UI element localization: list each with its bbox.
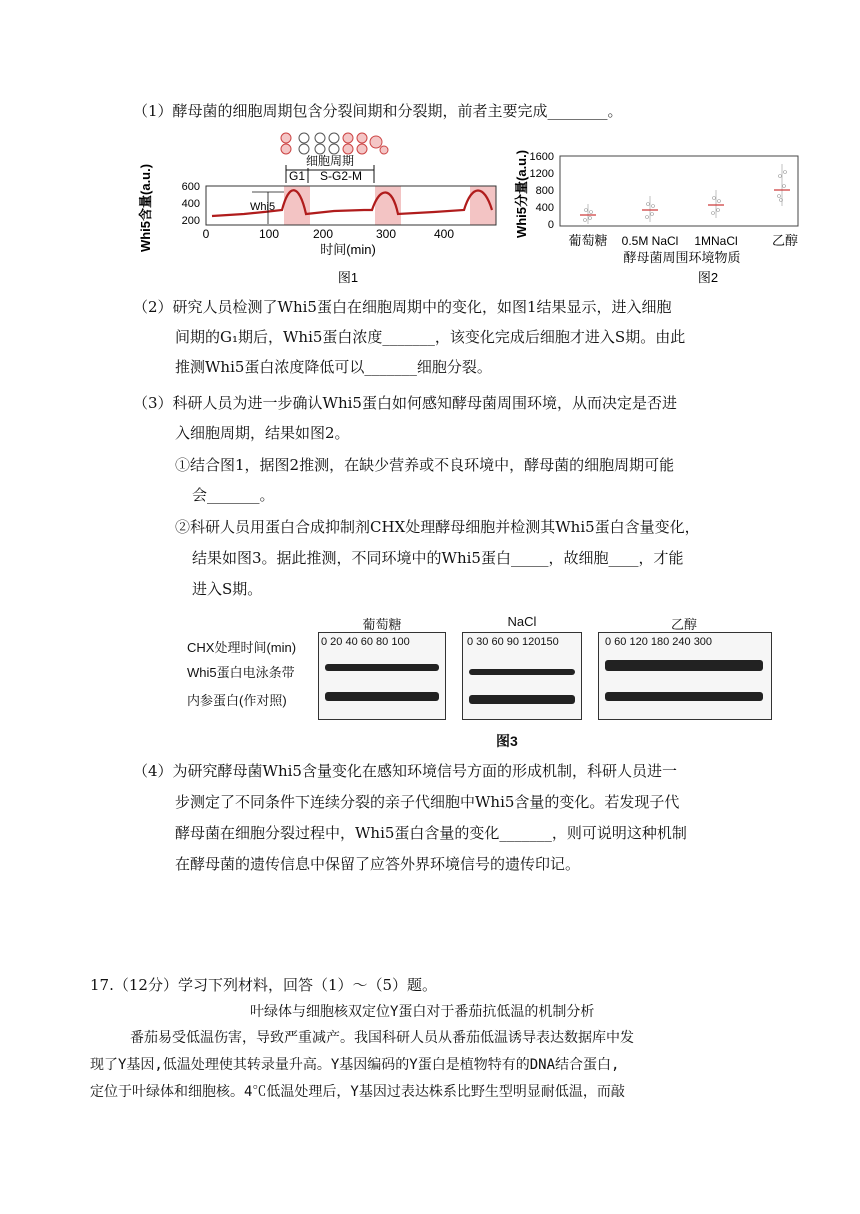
blot-times: 0 60 120 180 240 300 (605, 636, 713, 648)
blot-title-nacl: NaCl (507, 614, 537, 629)
q3-line2: 入细胞周期，结果如图2。 (175, 424, 350, 442)
q17-para-line: 番茄易受低温伤害，导致严重减产。我国科研人员从番茄低温诱导表达数据库中发 (130, 1030, 634, 1046)
q17-para-line: 现了Y基因,低温处理使其转录量升高。Y基因编码的Y蛋白是植物特有的DNA结合蛋白, (90, 1057, 620, 1073)
whi5-tag: Whi5 (250, 201, 276, 213)
blot-panel-glucose (318, 632, 446, 720)
blot-panel-nacl (462, 632, 582, 720)
q17-para-line: 定位于叶绿体和细胞核。4℃低温处理后，Y基因过表达株系比野生型明显耐低温，而敲 (90, 1084, 625, 1100)
g1-label: G1 (288, 169, 306, 183)
q3-line6: 结果如图3。据此推测，不同环境中的Whi5蛋白_____，故细胞____，才能 (192, 549, 684, 567)
figure-2 (510, 146, 810, 288)
fig1-xtick: 200 (312, 227, 334, 241)
q2-line3: 推测Whi5蛋白浓度降低可以_______细胞分裂。 (175, 358, 492, 376)
fig1-ytick: 600 (181, 181, 200, 193)
whi5-band (605, 660, 763, 671)
fig2-ytick: 1200 (529, 168, 554, 180)
whi5-band (325, 664, 439, 671)
fig1-xtick: 100 (258, 227, 280, 241)
fig2-ytick: 400 (535, 202, 554, 214)
q3-line7: 进入S期。 (192, 580, 263, 598)
fig1-xtick: 400 (433, 227, 455, 241)
q17-title: 叶绿体与细胞核双定位Y蛋白对于番茄抗低温的机制分析 (250, 1004, 595, 1020)
q3-line4: 会_______。 (192, 486, 275, 504)
fig2-ylabel: Whi5分量(a.u.) (514, 149, 529, 239)
fig2-category: 0.5M NaCl (621, 234, 679, 248)
blot-title-glucose: 葡萄糖 (362, 617, 402, 632)
control-band (325, 692, 439, 701)
q4-line2: 步测定了不同条件下连续分裂的亲子代细胞中Whi5含量的变化。若发现子代 (175, 793, 680, 811)
fig2-category: 葡萄糖 (568, 233, 608, 248)
blot-times: 0 20 40 60 80 100 (321, 636, 410, 648)
fig1-xlabel: 时间(min) (320, 242, 376, 257)
fig2-ytick: 800 (535, 185, 554, 197)
fig3-caption: 图3 (496, 733, 518, 749)
blot-row-label: 内参蛋白(作对照) (187, 693, 287, 708)
figure-1 (134, 128, 504, 288)
fig2-category: 乙醇 (771, 233, 799, 248)
fig2-category: 1MNaCl (694, 234, 738, 248)
fig2-ytick: 1600 (529, 151, 554, 163)
whi5-band (469, 669, 575, 675)
fig1-ytick: 400 (181, 198, 200, 210)
control-band (605, 692, 763, 701)
cell-cycle-label: 细胞周期 (305, 154, 355, 168)
fig1-xtick: 0 (202, 227, 210, 241)
q2-line2: 间期的G₁期后，Whi5蛋白浓度_______，该变化完成后细胞才进入S期。由此 (175, 328, 686, 346)
q2-line1: （2）研究人员检测了Whi5蛋白在细胞周期中的变化，如图1结果显示，进入细胞 (133, 298, 672, 316)
q17-header: 17.（12分）学习下列材料，回答（1）～（5）题。 (90, 976, 438, 994)
fig2-xgroup-label: 酵母菌周围环境物质 (623, 250, 741, 265)
blot-title-ethanol: 乙醇 (670, 617, 697, 632)
fig2-ytick: 0 (547, 219, 554, 231)
fig1-xtick: 300 (375, 227, 397, 241)
q3-line1: （3）科研人员为进一步确认Whi5蛋白如何感知酵母菌周围环境，从而决定是否进 (133, 394, 677, 412)
blot-panel-ethanol (598, 632, 772, 720)
fig1-caption: 图1 (337, 270, 359, 285)
q3-line5: ②科研人员用蛋白合成抑制剂CHX处理酵母细胞并检测其Whi5蛋白含量变化， (175, 518, 700, 536)
blot-times: 0 30 60 90 120150 (467, 636, 559, 648)
blot-row-label: Whi5蛋白电泳条带 (187, 665, 295, 680)
q3-line3: ①结合图1，据图2推测，在缺少营养或不良环境中，酵母菌的细胞周期可能 (175, 456, 675, 474)
cell-cycle-icons (281, 133, 388, 154)
control-band (469, 695, 575, 704)
fig1-ylabel: Whi5含量(a.u.) (138, 163, 153, 253)
fig2-caption: 图2 (697, 270, 719, 285)
blot-row-label: CHX处理时间(min) (187, 640, 297, 655)
q4-line4: 在酵母菌的遗传信息中保留了应答外界环境信号的遗传印记。 (175, 855, 581, 873)
sg2m-label: S-G2-M (320, 169, 362, 183)
q4-line3: 酵母菌在细胞分裂过程中，Whi5蛋白含量的变化_______，则可说明这种机制 (175, 824, 687, 842)
q4-line1: （4）为研究酵母菌Whi5含量变化在感知环境信号方面的形成机制，科研人员进一 (133, 762, 677, 780)
fig1-ytick: 200 (181, 215, 200, 227)
q1-text: （1）酵母菌的细胞周期包含分裂间期和分裂期，前者主要完成________。 (133, 102, 623, 120)
